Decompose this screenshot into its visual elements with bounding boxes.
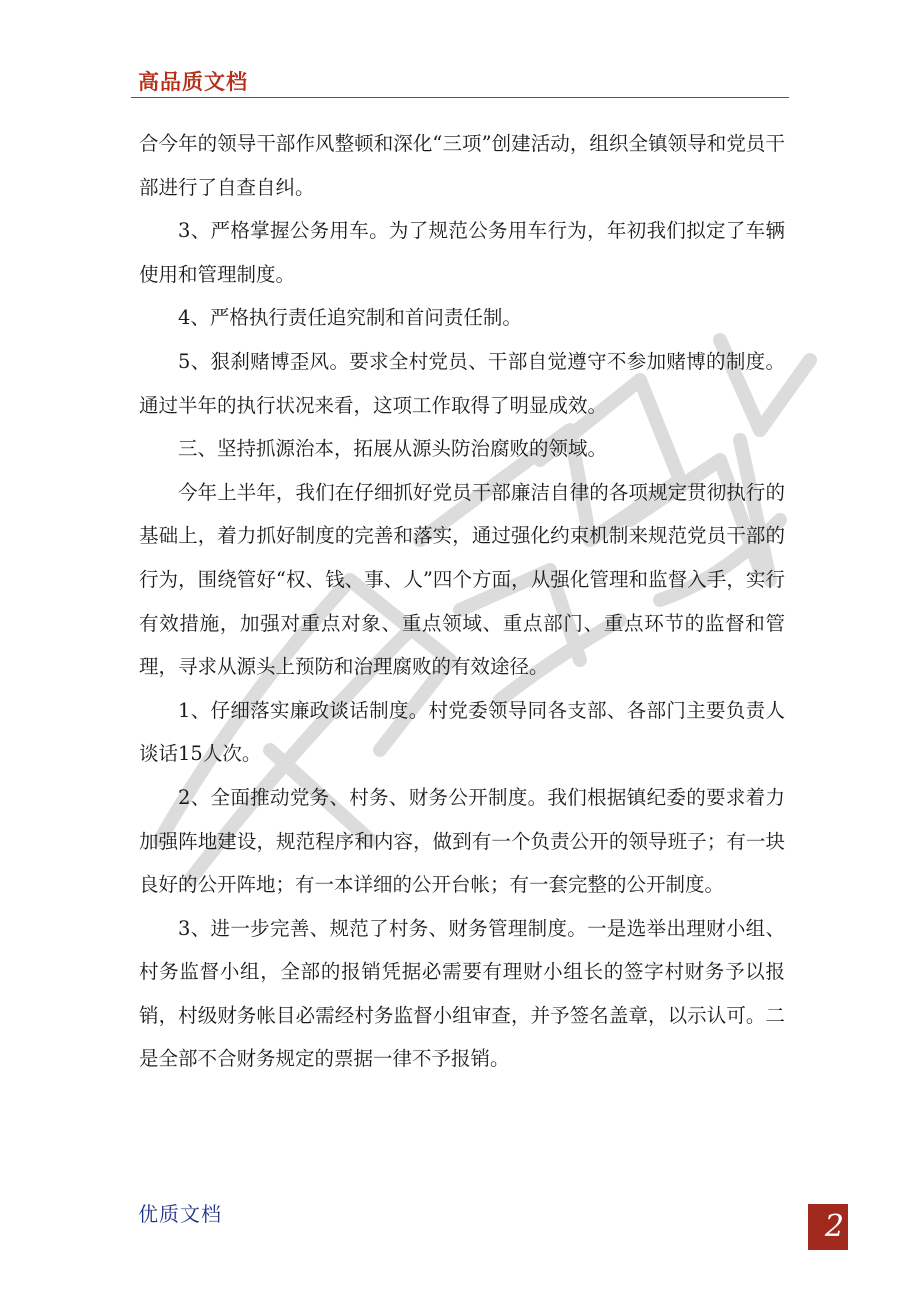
paragraph: 2、全面推动党务、村务、财务公开制度。我们根据镇纪委的要求着力加强阵地建设，规范程序和内容，做到有一个负责公开的领导班子；有一块良好的公开阵地；有一本详细的公开台帐；有一套完整的公开制度。 [139,785,785,897]
header-divider [131,97,789,98]
paragraph: 三、坚持抓源治本，拓展从源头防治腐败的领域。 [178,437,608,461]
paragraph: 合今年的领导干部作风整顿和深化“三项”创建活动，组织全镇领导和党员干部进行了自查自纠。 [139,132,785,199]
page-number-badge: 2 [808,1204,848,1250]
document-body [139,122,785,1081]
paragraph: 3、进一步完善、规范了村务、财务管理制度。一是选举出理财小组、村务监督小组，全部的报销凭据必需要有理财小组长的签字村财务予以报销，村级财务帐目必需经村务监督小组审查，并予签名盖章，以示认可。二是全部不合财务规定的票据一律不予报销。 [139,916,785,1071]
header-title: 高品质文档 [138,70,248,94]
paragraph: 3、严格掌握公务用车。为了规范公务用车行为，年初我们拟定了车辆使用和管理制度。 [139,219,785,286]
paragraph: 5、狠刹赌博歪风。要求全村党员、干部自觉遵守不参加赌博的制度。通过半年的执行状况来看，这项工作取得了明显成效。 [139,349,785,417]
paragraph: 4、严格执行责任追究制和首问责任制。 [178,306,522,330]
footer-title: 优质文档 [138,1202,222,1226]
paragraph: 1、仔细落实廉政谈话制度。村党委领导同各支部、各部门主要负责人谈话15人次。 [139,698,785,766]
paragraph: 今年上半年，我们在仔细抓好党员干部廉洁自律的各项规定贯彻执行的基础上，着力抓好制度的完善和落实，通过强化约束机制来规范党员干部的行为，围绕管好“权、钱、事、人”四个方面，从强化管理和监督入手，实行有效措施，加强对重点对象、重点领域、重点部门、重点环节的监督和管理，寻求从源头上预防和治理腐败的有效途径。 [139,480,785,679]
